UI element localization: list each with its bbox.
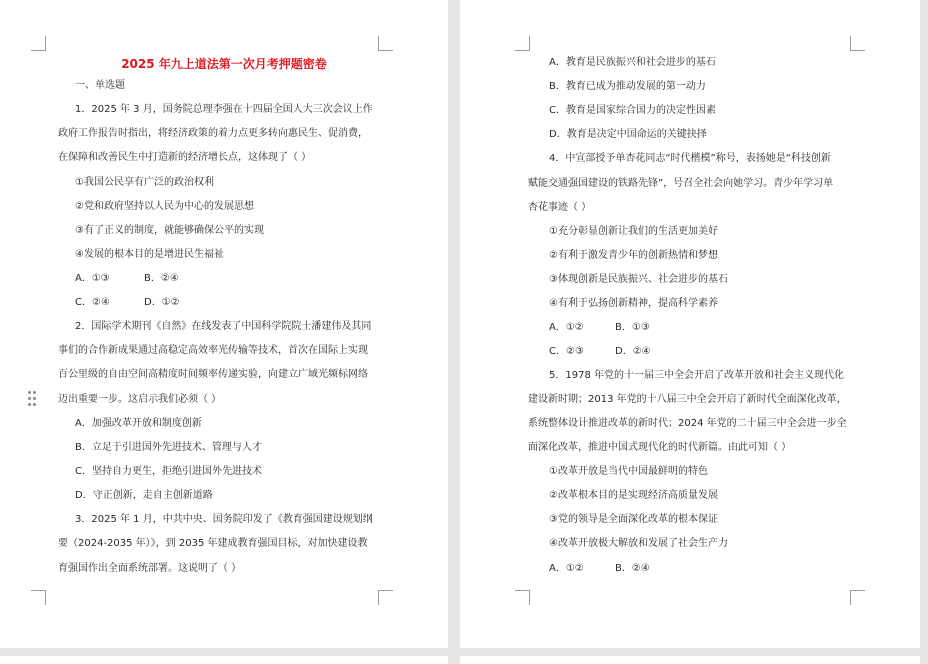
question-5-statement: ②改革根本目的是实现经济高质量发展	[549, 490, 718, 501]
crop-mark-top-right	[378, 36, 393, 51]
question-2-text: 迈出重要一步。这启示我们必须（ ）	[58, 394, 222, 405]
question-3-option-b: B．教育已成为推动发展的第一动力	[549, 81, 706, 92]
question-3-text: 3．2025 年 1 月，中共中央、国务院印发了《教育强国建设规划纲	[75, 514, 373, 525]
question-4-statement: ②有利于激发青少年的创新热情和梦想	[549, 250, 718, 261]
question-5-statement: ③党的领导是全面深化改革的根本保证	[549, 514, 718, 525]
question-1-text: 在保障和改善民生中打造新的经济增长点，这体现了（ ）	[58, 152, 312, 163]
question-2-option-b: B．立足于引进国外先进技术、管理与人才	[75, 442, 262, 453]
crop-mark-bottom-left	[515, 590, 530, 605]
question-4-text: 杏花事迹（ ）	[528, 202, 592, 213]
question-2-text: 事们的合作新成果通过高稳定高效率光传输等技术，首次在国际上实现	[58, 345, 368, 356]
crop-mark-bottom-left	[31, 590, 46, 605]
question-4-text: 4．中宣部授予单杏花同志“时代楷模”称号，表扬她是“科技创新	[549, 153, 831, 164]
document-page-left	[0, 0, 448, 648]
question-2-text: 百公里级的自由空间高精度时间频率传递实验，向建立广域光频标网络	[58, 369, 368, 380]
question-4-option-c: C．②③	[549, 346, 584, 357]
question-2-option-a: A．加强改革开放和制度创新	[75, 418, 202, 429]
question-1-statement: ③有了正义的制度，就能够确保公平的实现	[75, 225, 264, 236]
question-2-text: 2．国际学术期刊《自然》在线发表了中国科学院院士潘建伟及其同	[75, 321, 372, 332]
question-4-statement: ④有利于弘扬创新精神，提高科学素养	[549, 298, 718, 309]
crop-mark-top-left	[515, 36, 530, 51]
question-2-option-c: C．坚持自力更生，拒绝引进国外先进技术	[75, 466, 262, 477]
crop-mark-bottom-right	[850, 590, 865, 605]
question-1-statement: ④发展的根本目的是增进民生福祉	[75, 249, 224, 260]
crop-mark-bottom-right	[378, 590, 393, 605]
question-4-option-b: B．①③	[615, 322, 650, 333]
question-1-option-d: D．①②	[144, 297, 180, 308]
document-title: 2025 年九上道法第一次月考押题密卷	[121, 57, 327, 71]
question-5-text: 面深化改革，推进中国式现代化的时代新篇。由此可知（ ）	[528, 442, 792, 453]
section-heading: 一、单选题	[75, 80, 125, 91]
question-5-option-a: A．①②	[549, 563, 584, 574]
document-page-next-right	[460, 656, 920, 664]
question-1-text: 1．2025 年 3 月，国务院总理李强在十四届全国人大三次会议上作	[75, 104, 373, 115]
question-4-text: 赋能交通强国建设的铁路先锋”，号召全社会向她学习。青少年学习单	[528, 178, 834, 189]
question-3-option-c: C．教育是国家综合国力的决定性因素	[549, 105, 716, 116]
document-page-next-left	[0, 656, 448, 664]
question-5-text: 5．1978 年党的十一届三中全会开启了改革开放和社会主义现代化	[549, 370, 844, 381]
question-3-text: 要（2024-2035 年）》，到 2035 年建成教育强国目标，对加快建设教	[58, 538, 368, 549]
question-1-option-c: C．②④	[75, 297, 110, 308]
question-5-text: 建设新时期；2013 年党的十八届三中全会开启了新时代全面深化改革，	[528, 394, 847, 405]
question-2-option-d: D．守正创新，走自主创新道路	[75, 490, 213, 501]
question-5-text: 系统整体设计推进改革的新时代；2024 年党的二十届三中全会进一步全	[528, 418, 847, 429]
question-4-statement: ①充分彰显创新让我们的生活更加美好	[549, 226, 718, 237]
question-1-statement: ①我国公民享有广泛的政治权利	[75, 177, 214, 188]
question-5-statement: ①改革开放是当代中国最鲜明的特色	[549, 466, 708, 477]
question-1-option-a: A．①③	[75, 273, 110, 284]
crop-mark-top-right	[850, 36, 865, 51]
question-4-option-d: D．②④	[615, 346, 651, 357]
document-page-right	[460, 0, 920, 648]
question-1-text: 政府工作报告时指出，将经济政策的着力点更多转向惠民生、促消费，	[58, 128, 368, 139]
question-1-option-b: B．②④	[144, 273, 179, 284]
question-5-option-b: B．②④	[615, 563, 650, 574]
question-3-option-d: D．教育是决定中国命运的关键抉择	[549, 129, 707, 140]
crop-mark-top-left	[31, 36, 46, 51]
question-4-option-a: A．①②	[549, 322, 584, 333]
question-5-statement: ④改革开放极大解放和发展了社会生产力	[549, 538, 728, 549]
question-3-option-a: A．教育是民族振兴和社会进步的基石	[549, 57, 716, 68]
question-1-statement: ②党和政府坚持以人民为中心的发展思想	[75, 201, 254, 212]
question-3-text: 育强国作出全面系统部署。这说明了（ ）	[58, 563, 242, 574]
question-4-statement: ③体现创新是民族振兴、社会进步的基石	[549, 274, 728, 285]
paragraph-drag-handle-icon[interactable]	[28, 391, 38, 409]
